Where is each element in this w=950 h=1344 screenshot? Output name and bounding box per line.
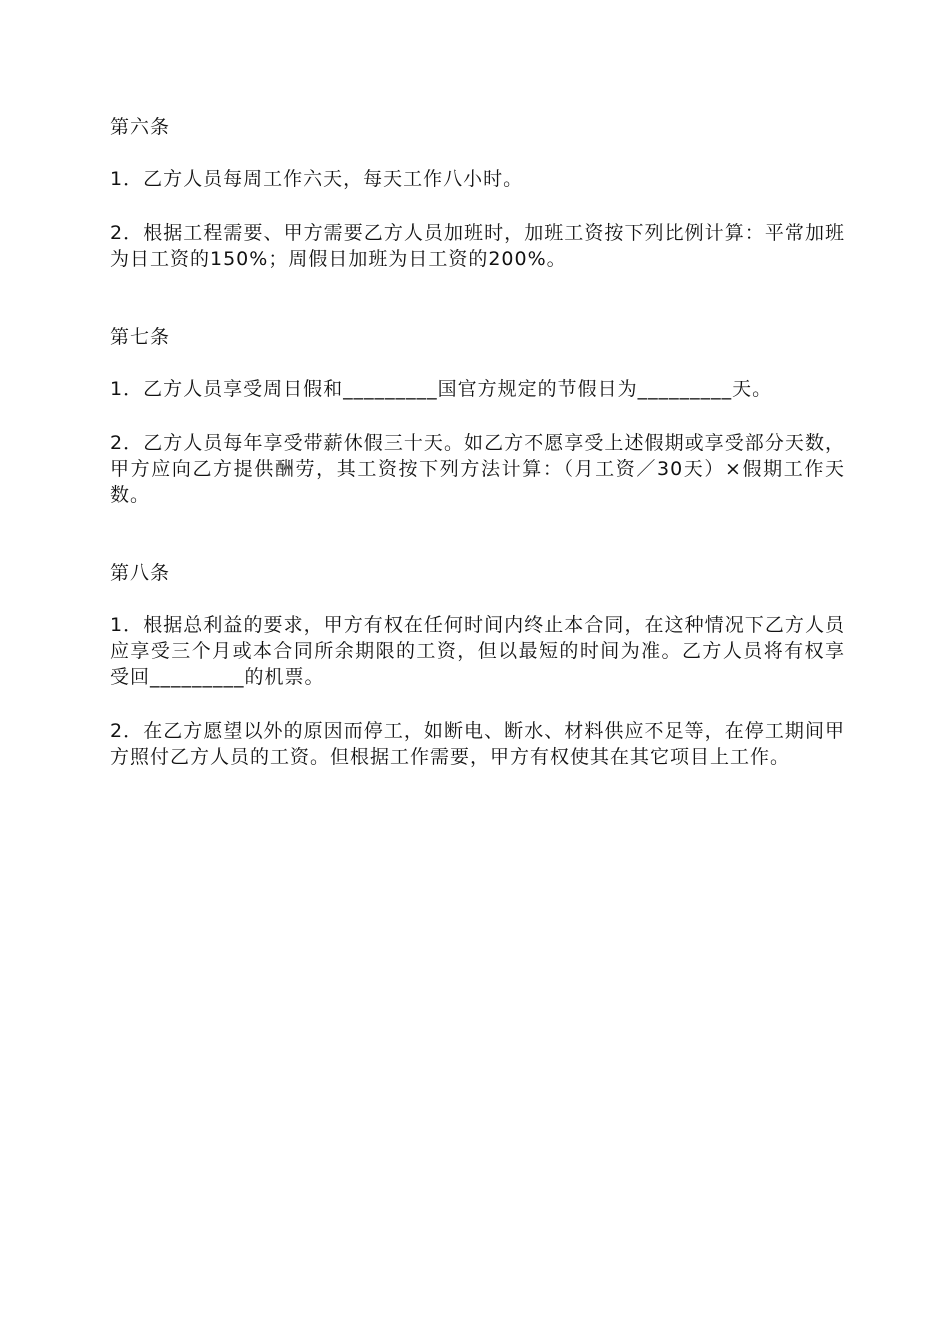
section-heading-article-6: 第六条 <box>110 116 171 138</box>
article-8-clause-2: 2．在乙方愿望以外的原因而停工，如断电、断水、材料供应不足等，在停工期间甲方照付乙方人员的工资。但根据工作需要，甲方有权使其在其它项目上工作。 <box>110 720 845 768</box>
section-heading-article-7: 第七条 <box>110 326 171 348</box>
article-6-clause-1: 1．乙方人员每周工作六天，每天工作八小时。 <box>110 168 524 190</box>
section-heading-article-8: 第八条 <box>110 562 171 584</box>
document-page <box>110 114 845 770</box>
article-7-clause-1: 1．乙方人员享受周日假和_________国官方规定的节假日为_________天。 <box>110 378 773 400</box>
article-6-clause-2: 2．根据工程需要、甲方需要乙方人员加班时，加班工资按下列比例计算：平常加班为日工资的150%；周假日加班为日工资的200%。 <box>110 222 845 270</box>
article-7-clause-2: 2．乙方人员每年享受带薪休假三十天。如乙方不愿享受上述假期或享受部分天数，甲方应向乙方提供酬劳，其工资按下列方法计算：（月工资／30天）×假期工作天数。 <box>110 432 845 506</box>
article-8-clause-1: 1．根据总利益的要求，甲方有权在任何时间内终止本合同，在这种情况下乙方人员应享受三个月或本合同所余期限的工资，但以最短的时间为准。乙方人员将有权享受回_________的机票。 <box>110 614 845 688</box>
